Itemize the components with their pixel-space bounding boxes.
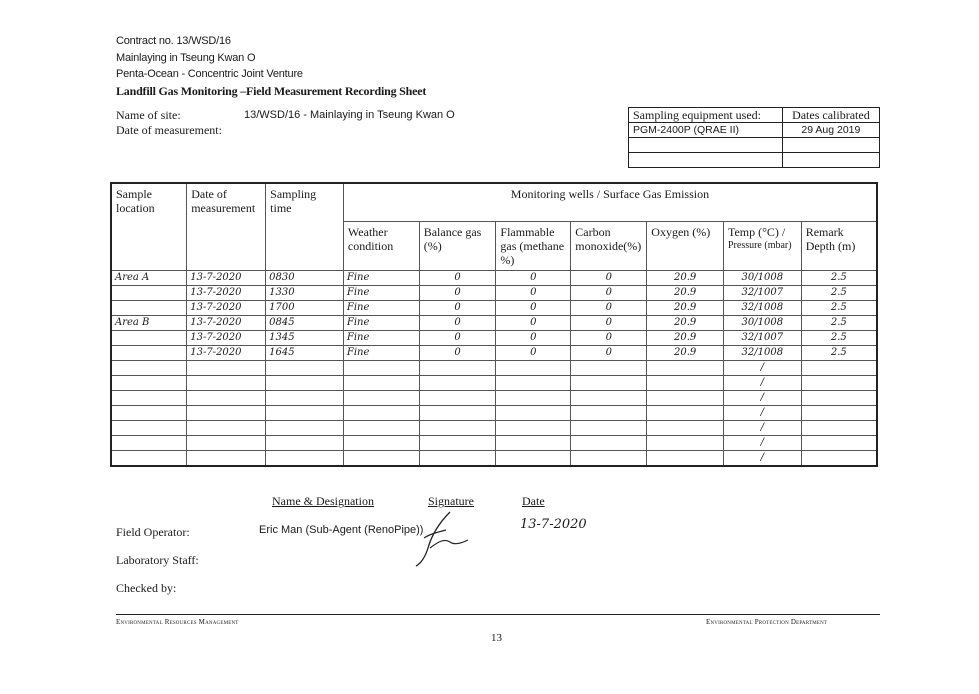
header-pressure: Pressure (mbar) bbox=[727, 239, 792, 251]
date-cell: 13-7-2020 bbox=[187, 270, 266, 285]
contract-number: Contract no. 13/WSD/16 bbox=[116, 35, 231, 47]
carbon-monoxide-cell: 0 bbox=[571, 315, 647, 330]
weather-cell: Fine bbox=[343, 345, 419, 360]
empty-cell bbox=[496, 405, 571, 420]
temp-pressure-slash: / bbox=[754, 301, 758, 313]
field-operator-date: 13-7-2020 bbox=[520, 517, 587, 532]
temp-pressure-slash: / bbox=[723, 375, 801, 390]
empty-cell bbox=[419, 420, 496, 435]
empty-cell bbox=[111, 420, 187, 435]
temp-pressure-cell bbox=[723, 300, 801, 315]
empty-cell bbox=[419, 435, 496, 450]
empty-cell bbox=[343, 375, 419, 390]
temp-pressure-cell bbox=[723, 315, 801, 330]
date-cell: 13-7-2020 bbox=[187, 285, 266, 300]
date-heading: Date bbox=[522, 494, 545, 508]
date-cell: 13-7-2020 bbox=[187, 315, 266, 330]
flammable-gas-cell: 0 bbox=[496, 285, 571, 300]
header-balance-gas: Balance gas (%) bbox=[419, 221, 496, 270]
page-number: 13 bbox=[491, 632, 502, 644]
balance-gas-cell: 0 bbox=[419, 270, 496, 285]
temp-pressure-cell bbox=[723, 345, 801, 360]
temp-value: 32 bbox=[741, 286, 755, 298]
empty-cell bbox=[647, 405, 724, 420]
measurement-table bbox=[110, 182, 878, 467]
empty-table-row bbox=[111, 375, 877, 390]
temp-pressure-slash: / bbox=[754, 271, 758, 283]
equipment-empty-cell bbox=[629, 138, 783, 153]
field-operator-name: Eric Man (Sub-Agent (RenoPipe)) bbox=[259, 524, 424, 536]
pressure-value: 1008 bbox=[757, 316, 784, 328]
empty-cell bbox=[571, 435, 647, 450]
temp-pressure-cell bbox=[723, 285, 801, 300]
balance-gas-cell: 0 bbox=[419, 300, 496, 315]
empty-cell bbox=[343, 405, 419, 420]
empty-cell bbox=[647, 360, 724, 375]
empty-cell bbox=[647, 390, 724, 405]
empty-cell bbox=[801, 450, 877, 466]
pressure-value: 1008 bbox=[757, 301, 784, 313]
empty-cell bbox=[496, 360, 571, 375]
weather-cell: Fine bbox=[343, 300, 419, 315]
temp-pressure-cell bbox=[723, 270, 801, 285]
header-temp: Temp (°C) / bbox=[727, 224, 786, 239]
time-cell: 1700 bbox=[266, 300, 344, 315]
date-of-measurement-label: Date of measurement: bbox=[116, 123, 222, 137]
temp-pressure-slash: / bbox=[754, 331, 758, 343]
site-name-value: 13/WSD/16 - Mainlaying in Tseung Kwan O bbox=[244, 109, 455, 121]
flammable-gas-cell: 0 bbox=[496, 300, 571, 315]
empty-cell bbox=[111, 450, 187, 466]
empty-cell bbox=[266, 390, 344, 405]
remark-cell: 2.5 bbox=[801, 315, 877, 330]
carbon-monoxide-cell: 0 bbox=[571, 270, 647, 285]
equipment-table bbox=[628, 107, 880, 168]
sample-location-cell bbox=[111, 330, 187, 345]
date-cell: 13-7-2020 bbox=[187, 300, 266, 315]
pressure-value: 1007 bbox=[757, 286, 784, 298]
flammable-gas-cell: 0 bbox=[496, 330, 571, 345]
weather-cell: Fine bbox=[343, 270, 419, 285]
empty-cell bbox=[801, 420, 877, 435]
equipment-header: Sampling equipment used: bbox=[629, 108, 783, 123]
table-row bbox=[111, 270, 877, 285]
footer-right: Environmental Protection Department bbox=[706, 618, 828, 626]
contractor-name: Penta-Ocean - Concentric Joint Venture bbox=[116, 68, 303, 80]
header-carbon-monoxide: Carbon monoxide(%) bbox=[571, 221, 647, 270]
table-row bbox=[111, 300, 877, 315]
empty-cell bbox=[187, 405, 266, 420]
date-cell: 13-7-2020 bbox=[187, 330, 266, 345]
empty-cell bbox=[266, 435, 344, 450]
temp-value: 30 bbox=[741, 316, 755, 328]
empty-cell bbox=[111, 360, 187, 375]
temp-pressure-slash: / bbox=[754, 346, 758, 358]
calibration-value: 29 Aug 2019 bbox=[782, 123, 879, 138]
document-header bbox=[116, 33, 426, 99]
empty-cell bbox=[343, 360, 419, 375]
sample-location-cell bbox=[111, 300, 187, 315]
empty-cell bbox=[496, 435, 571, 450]
footer-divider bbox=[116, 614, 880, 615]
empty-cell bbox=[801, 360, 877, 375]
temp-value: 32 bbox=[741, 331, 755, 343]
oxygen-cell: 20.9 bbox=[647, 330, 724, 345]
project-name: Mainlaying in Tseung Kwan O bbox=[116, 51, 256, 64]
empty-cell bbox=[571, 420, 647, 435]
carbon-monoxide-cell: 0 bbox=[571, 345, 647, 360]
empty-cell bbox=[111, 390, 187, 405]
empty-cell bbox=[187, 390, 266, 405]
temp-pressure-slash: / bbox=[723, 435, 801, 450]
balance-gas-cell: 0 bbox=[419, 285, 496, 300]
empty-cell bbox=[343, 390, 419, 405]
empty-table-row bbox=[111, 390, 877, 405]
header-flammable-gas: Flammable gas (methane %) bbox=[496, 221, 571, 270]
pressure-value: 1008 bbox=[757, 346, 784, 358]
empty-cell bbox=[187, 360, 266, 375]
temp-pressure-slash: / bbox=[754, 316, 758, 328]
flammable-gas-cell: 0 bbox=[496, 315, 571, 330]
calibration-empty-cell bbox=[782, 153, 879, 168]
empty-table-row bbox=[111, 435, 877, 450]
carbon-monoxide-cell: 0 bbox=[571, 300, 647, 315]
oxygen-cell: 20.9 bbox=[647, 315, 724, 330]
empty-table-row bbox=[111, 405, 877, 420]
equipment-empty-cell bbox=[629, 153, 783, 168]
remark-cell: 2.5 bbox=[801, 330, 877, 345]
header-date: Date of measurement bbox=[187, 183, 266, 270]
temp-pressure-slash: / bbox=[723, 450, 801, 466]
empty-cell bbox=[343, 420, 419, 435]
equipment-value: PGM-2400P (QRAE II) bbox=[629, 123, 783, 138]
header-monitoring-group: Monitoring wells / Surface Gas Emission bbox=[343, 183, 877, 221]
empty-cell bbox=[187, 450, 266, 466]
empty-table-row bbox=[111, 420, 877, 435]
empty-cell bbox=[801, 375, 877, 390]
empty-cell bbox=[496, 420, 571, 435]
laboratory-staff-label: Laboratory Staff: bbox=[116, 553, 199, 567]
header-temp-pressure bbox=[723, 221, 801, 270]
balance-gas-cell: 0 bbox=[419, 345, 496, 360]
header-oxygen: Oxygen (%) bbox=[647, 221, 724, 270]
empty-cell bbox=[647, 435, 724, 450]
balance-gas-cell: 0 bbox=[419, 330, 496, 345]
carbon-monoxide-cell: 0 bbox=[571, 330, 647, 345]
temp-value: 32 bbox=[741, 346, 755, 358]
empty-cell bbox=[111, 405, 187, 420]
empty-cell bbox=[419, 390, 496, 405]
empty-cell bbox=[647, 420, 724, 435]
sample-location-cell: Area A bbox=[111, 270, 187, 285]
time-cell: 1330 bbox=[266, 285, 344, 300]
empty-table-row bbox=[111, 450, 877, 466]
oxygen-cell: 20.9 bbox=[647, 300, 724, 315]
flammable-gas-cell: 0 bbox=[496, 270, 571, 285]
empty-cell bbox=[111, 435, 187, 450]
weather-cell: Fine bbox=[343, 330, 419, 345]
empty-cell bbox=[801, 435, 877, 450]
empty-cell bbox=[266, 405, 344, 420]
weather-cell: Fine bbox=[343, 285, 419, 300]
empty-table-row bbox=[111, 360, 877, 375]
empty-cell bbox=[187, 375, 266, 390]
temp-value: 32 bbox=[741, 301, 755, 313]
weather-cell: Fine bbox=[343, 315, 419, 330]
table-row bbox=[111, 330, 877, 345]
checked-by-label: Checked by: bbox=[116, 581, 177, 595]
header-time: Sampling time bbox=[266, 183, 344, 270]
temp-pressure-slash: / bbox=[723, 360, 801, 375]
temp-pressure-slash: / bbox=[723, 390, 801, 405]
carbon-monoxide-cell: 0 bbox=[571, 285, 647, 300]
time-cell: 0830 bbox=[266, 270, 344, 285]
empty-cell bbox=[801, 405, 877, 420]
temp-pressure-cell bbox=[723, 330, 801, 345]
remark-cell: 2.5 bbox=[801, 270, 877, 285]
oxygen-cell: 20.9 bbox=[647, 345, 724, 360]
empty-cell bbox=[801, 390, 877, 405]
header-sample-location: Sample location bbox=[111, 183, 187, 270]
empty-cell bbox=[419, 450, 496, 466]
empty-cell bbox=[647, 375, 724, 390]
name-designation-heading: Name & Designation bbox=[272, 494, 374, 508]
remark-cell: 2.5 bbox=[801, 285, 877, 300]
table-row bbox=[111, 315, 877, 330]
temp-pressure-slash: / bbox=[754, 286, 758, 298]
date-cell: 13-7-2020 bbox=[187, 345, 266, 360]
temp-value: 30 bbox=[741, 271, 755, 283]
temp-pressure-slash: / bbox=[723, 405, 801, 420]
site-info bbox=[116, 108, 455, 138]
remark-cell: 2.5 bbox=[801, 345, 877, 360]
balance-gas-cell: 0 bbox=[419, 315, 496, 330]
table-row bbox=[111, 285, 877, 300]
empty-cell bbox=[571, 405, 647, 420]
time-cell: 0845 bbox=[266, 315, 344, 330]
temp-pressure-slash: / bbox=[723, 420, 801, 435]
header-remark: Remark Depth (m) bbox=[801, 221, 877, 270]
empty-cell bbox=[419, 405, 496, 420]
site-name-label: Name of site: bbox=[116, 108, 181, 122]
sample-location-cell bbox=[111, 285, 187, 300]
empty-cell bbox=[496, 375, 571, 390]
time-cell: 1645 bbox=[266, 345, 344, 360]
measurement-rows bbox=[111, 270, 877, 466]
calibration-header: Dates calibrated bbox=[782, 108, 879, 123]
empty-cell bbox=[266, 420, 344, 435]
empty-cell bbox=[647, 450, 724, 466]
empty-cell bbox=[496, 450, 571, 466]
empty-cell bbox=[266, 375, 344, 390]
signature-heading: Signature bbox=[428, 494, 474, 508]
empty-cell bbox=[266, 360, 344, 375]
sample-location-cell: Area B bbox=[111, 315, 187, 330]
remark-cell: 2.5 bbox=[801, 300, 877, 315]
sheet-title: Landfill Gas Monitoring –Field Measurement Recording Sheet bbox=[116, 83, 427, 98]
table-row bbox=[111, 345, 877, 360]
oxygen-cell: 20.9 bbox=[647, 270, 724, 285]
empty-cell bbox=[571, 450, 647, 466]
empty-cell bbox=[419, 360, 496, 375]
empty-cell bbox=[343, 435, 419, 450]
empty-cell bbox=[571, 390, 647, 405]
empty-cell bbox=[343, 450, 419, 466]
time-cell: 1345 bbox=[266, 330, 344, 345]
empty-cell bbox=[187, 435, 266, 450]
flammable-gas-cell: 0 bbox=[496, 345, 571, 360]
pressure-value: 1007 bbox=[757, 331, 784, 343]
empty-cell bbox=[571, 375, 647, 390]
empty-cell bbox=[266, 450, 344, 466]
calibration-empty-cell bbox=[782, 138, 879, 153]
field-operator-label: Field Operator: bbox=[116, 525, 190, 539]
pressure-value: 1008 bbox=[757, 271, 784, 283]
empty-cell bbox=[496, 390, 571, 405]
empty-cell bbox=[419, 375, 496, 390]
empty-cell bbox=[571, 360, 647, 375]
empty-cell bbox=[111, 375, 187, 390]
header-weather: Weather condition bbox=[343, 221, 419, 270]
footer-left: Environmental Resources Management bbox=[116, 618, 239, 626]
empty-cell bbox=[187, 420, 266, 435]
oxygen-cell: 20.9 bbox=[647, 285, 724, 300]
handwritten-signature bbox=[410, 508, 472, 568]
sample-location-cell bbox=[111, 345, 187, 360]
